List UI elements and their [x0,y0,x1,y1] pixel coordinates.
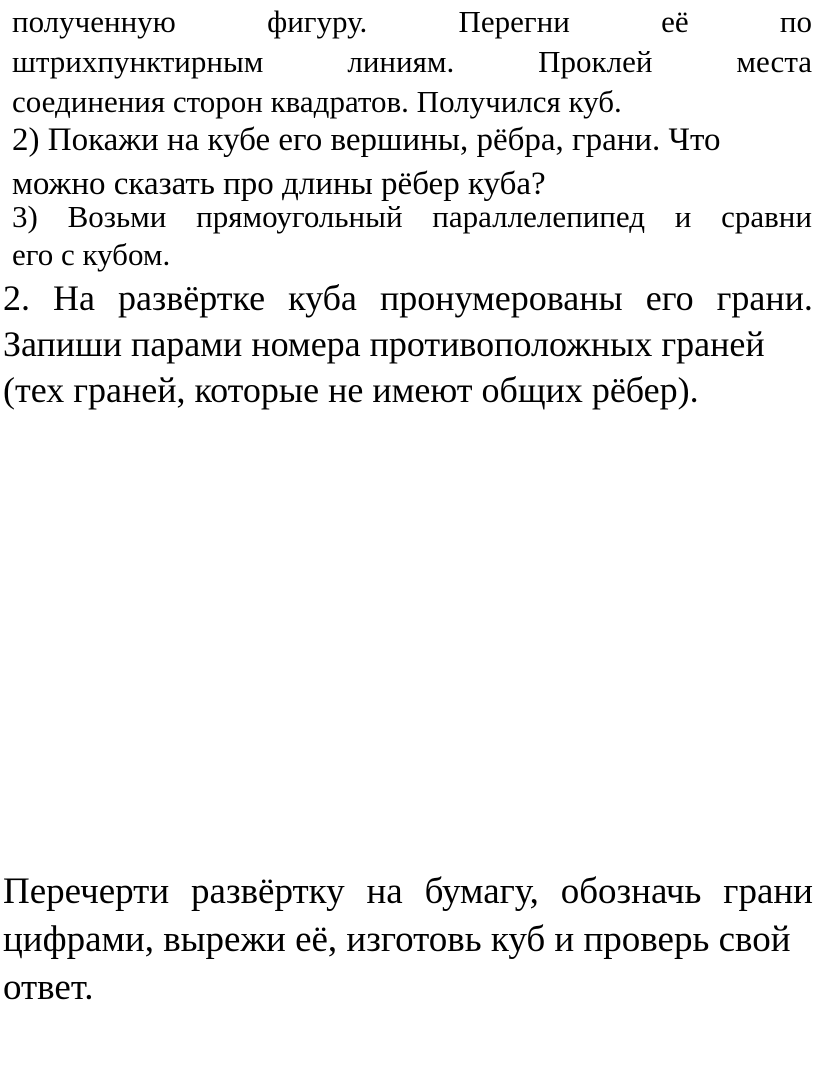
paragraph-cube-question [12,118,812,206]
text-line: ответ. [3,967,94,1008]
word: пронумерованы [379,278,623,318]
word: 3) [12,199,38,234]
word: На [53,278,96,318]
word: прямоугольный [196,199,403,234]
word: по [779,4,812,39]
word: развёртку [191,871,345,912]
word: Возьми [67,199,167,234]
figure-area-blank [0,420,816,860]
word: его [645,278,694,318]
word: и [674,199,692,234]
task-2-cube-net [3,275,813,413]
word: штрихпунктирным [12,44,264,79]
word: грани. [716,278,813,318]
paragraph-compare-parallelepiped [12,198,812,274]
word: Перегни [458,4,570,39]
paragraph-fold-instructions [12,2,812,122]
word: обозначь [560,871,702,912]
paragraph-redraw-net [3,868,813,1012]
text-line [3,275,813,321]
word: места [736,44,812,79]
word: Перечерти [3,871,170,912]
word: грани [723,871,813,912]
word: 2. [3,278,30,318]
word: куба [288,278,357,318]
text-line: можно сказать про длины рёбер куба? [12,166,546,202]
word: её [661,4,689,39]
text-line: Запиши парами номера противоположных граней [3,324,765,364]
word: бумагу, [424,871,539,912]
text-line: 2) Покажи на кубе его вершины, рёбра, грани. Что [12,122,721,158]
word: полученную [12,4,176,39]
word: параллелепипед [432,199,645,234]
word: Проклей [538,44,653,79]
text-line [12,198,812,236]
word: линиям. [347,44,455,79]
word: сравни [721,199,812,234]
text-line: (тех граней, которые не имеют общих рёбер). [3,370,699,410]
text-line: соединения сторон квадратов. Получился куб. [12,84,622,119]
text-line [12,42,812,82]
text-line: цифрами, вырежи её, изготовь куб и проверь свой [3,919,791,960]
text-line [3,868,813,916]
text-line: его с кубом. [12,237,171,272]
word: фигуру. [267,4,368,39]
word: на [366,871,403,912]
word: развёртке [118,278,266,318]
text-line [12,2,812,42]
